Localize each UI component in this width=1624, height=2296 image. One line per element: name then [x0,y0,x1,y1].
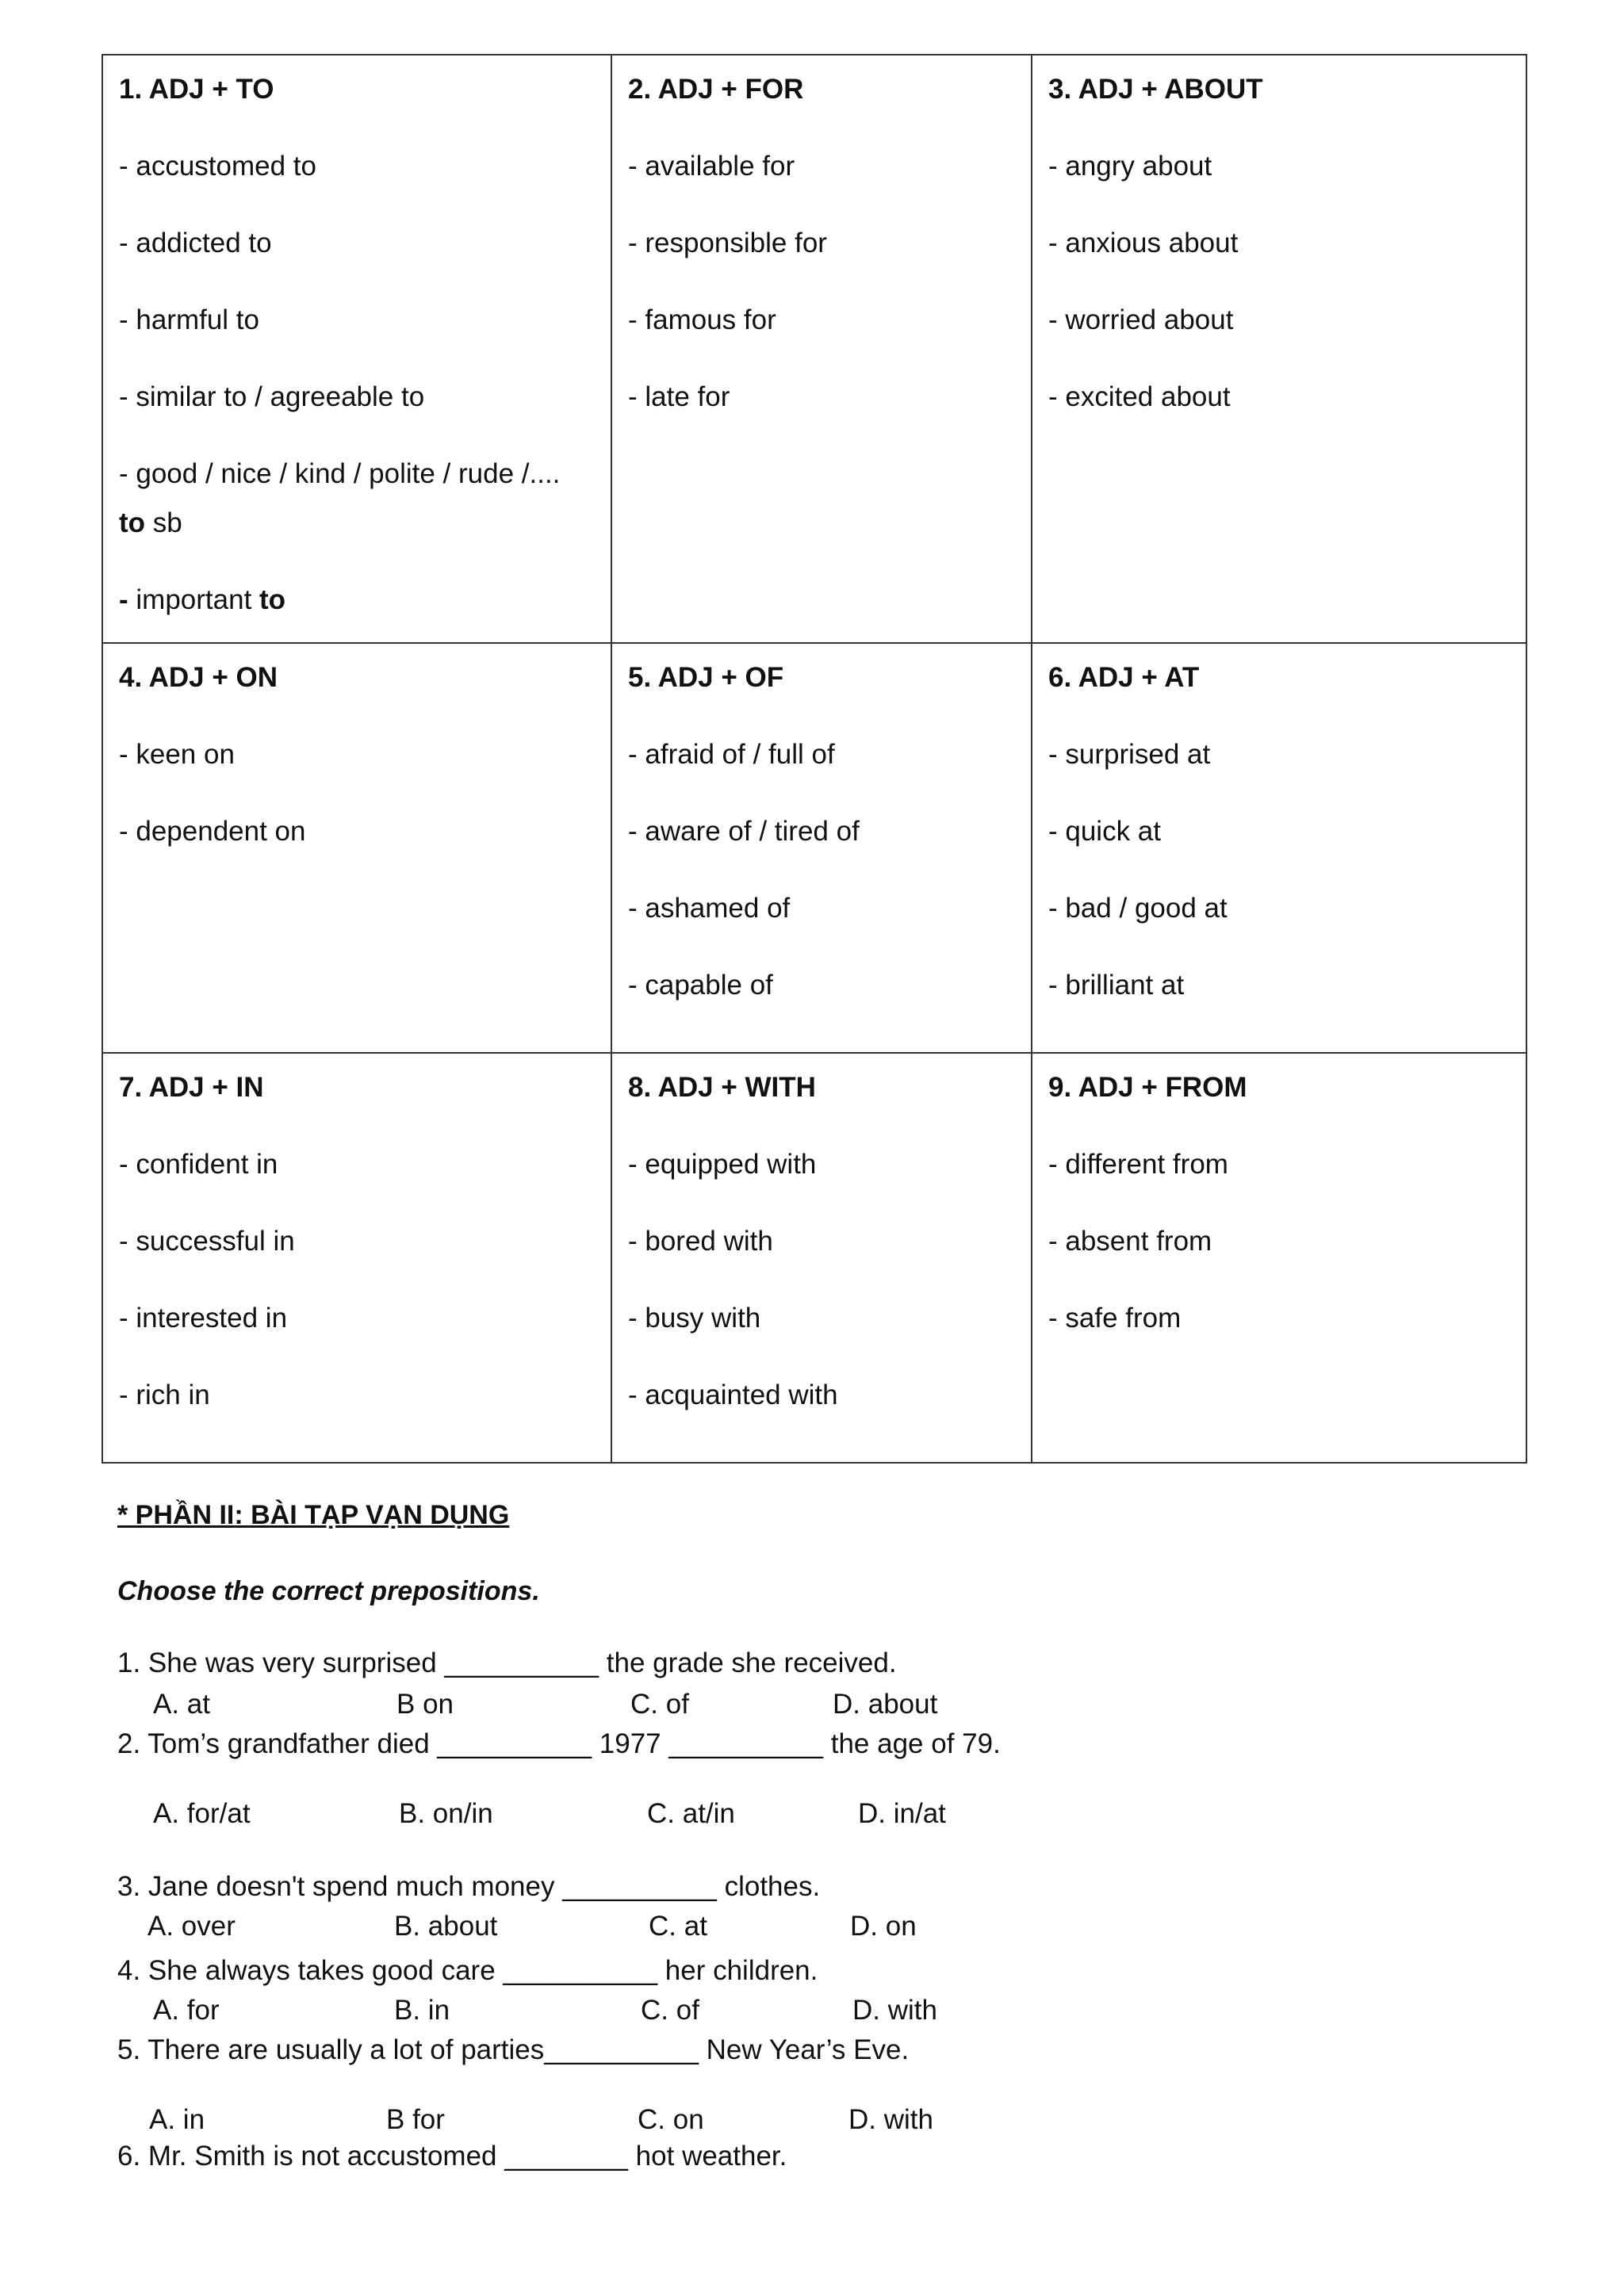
list-item: - interested in [119,1303,288,1334]
cell-heading: 2. ADJ + FOR [628,74,804,105]
option-c: C. on [638,2104,704,2135]
list-item-bold: to [119,507,146,538]
cell-heading: 8. ADJ + WITH [628,1072,816,1103]
list-item [119,450,595,548]
option-d: D. with [852,1995,937,2026]
table-cell-adj-at [1032,643,1526,1053]
list-item: - excited about [1048,381,1231,412]
list-item: - accustomed to [119,151,316,182]
option-d: D. with [848,2104,933,2135]
table-cell-adj-for [611,55,1032,643]
option-a: A. in [149,2104,205,2135]
table-cell-adj-from [1032,1053,1526,1463]
list-item: - brilliant at [1048,970,1185,1001]
list-item: - angry about [1048,151,1212,182]
list-item: - absent from [1048,1226,1212,1257]
list-item: - safe from [1048,1303,1182,1334]
list-item: - rich in [119,1380,210,1410]
list-item-text: - good / nice / kind / polite / rude /.... [119,458,561,489]
list-item: - successful in [119,1226,295,1257]
adjective-preposition-table [102,54,1527,1464]
list-item: - equipped with [628,1149,817,1180]
option-c: C. of [630,1689,689,1720]
list-item: - bad / good at [1048,893,1228,924]
list-item: - quick at [1048,816,1161,847]
list-item: - addicted to [119,228,272,258]
list-item-bold: to [259,584,286,615]
list-item-text: sb [145,507,182,538]
section-title: * PHẦN II: BÀI TẠP VẠN DỤNG [117,1500,510,1530]
list-item: - surprised at [1048,739,1211,770]
list-item: - anxious about [1048,228,1239,258]
list-item: - aware of / tired of [628,816,860,847]
list-item: - afraid of / full of [628,739,835,770]
cell-heading: 6. ADJ + AT [1048,662,1200,693]
list-item: - harmful to [119,304,259,335]
option-b: B for [386,2104,445,2135]
list-item: - different from [1048,1149,1228,1180]
option-b: B. on/in [399,1798,493,1829]
option-c: C. of [641,1995,699,2026]
cell-heading: 3. ADJ + ABOUT [1048,74,1263,105]
list-item: - acquainted with [628,1380,838,1410]
list-item: - available for [628,151,795,182]
list-item: - famous for [628,304,776,335]
question-5: 5. There are usually a lot of parties__________ New Year’s Eve. [117,2034,910,2065]
option-a: A. for/at [153,1798,251,1829]
option-b: B on [396,1689,454,1720]
table-cell-adj-with [611,1053,1032,1463]
exercise-instruction: Choose the correct prepositions. [117,1576,540,1606]
cell-heading: 5. ADJ + OF [628,662,784,693]
table-cell-adj-to [102,55,611,643]
table-cell-adj-about [1032,55,1526,643]
table-cell-adj-on [102,643,611,1053]
question-6: 6. Mr. Smith is not accustomed ________ hot weather. [117,2141,787,2172]
list-item: - dependent on [119,816,306,847]
list-item-dash: - [119,584,136,615]
table-cell-adj-in [102,1053,611,1463]
list-item: - ashamed of [628,893,791,924]
list-item: - similar to / agreeable to [119,381,425,412]
list-item-text: important [136,584,260,615]
cell-heading: 9. ADJ + FROM [1048,1072,1247,1103]
question-4: 4. She always takes good care __________ her children. [117,1955,818,1986]
option-d: D. about [833,1689,938,1720]
list-item: - late for [628,381,730,412]
cell-heading: 4. ADJ + ON [119,662,278,693]
option-a: A. for [153,1995,220,2026]
option-a: A. at [153,1689,210,1720]
option-d: D. on [850,1911,917,1942]
option-c: C. at [649,1911,707,1942]
option-b: B. in [394,1995,450,2026]
list-item: - worried about [1048,304,1234,335]
list-item: - bored with [628,1226,773,1257]
list-item: - capable of [628,970,773,1001]
list-item [119,576,595,625]
cell-heading: 7. ADJ + IN [119,1072,264,1103]
table-cell-adj-of [611,643,1032,1053]
list-item: - confident in [119,1149,278,1180]
question-1: 1. She was very surprised __________ the grade she received. [117,1647,897,1678]
question-2: 2. Tom’s grandfather died __________ 1977 __________ the age of 79. [117,1728,1001,1759]
question-3: 3. Jane doesn't spend much money __________ clothes. [117,1871,821,1902]
cell-heading: 1. ADJ + TO [119,74,274,105]
list-item: - busy with [628,1303,761,1334]
option-a: A. over [147,1911,236,1942]
list-item: - keen on [119,739,235,770]
list-item: - responsible for [628,228,827,258]
option-b: B. about [394,1911,498,1942]
option-d: D. in/at [858,1798,946,1829]
option-c: C. at/in [647,1798,735,1829]
